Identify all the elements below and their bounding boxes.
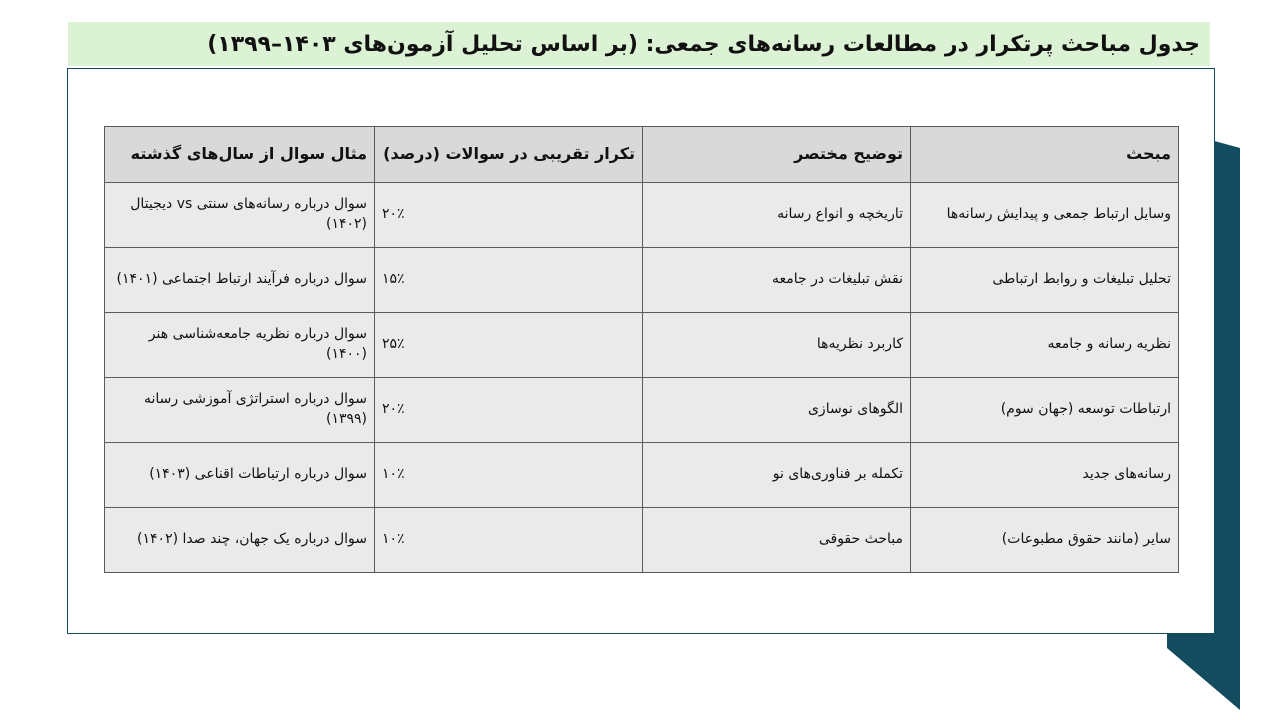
header-example: مثال سوال از سال‌های گذشته: [105, 127, 375, 183]
page-title: جدول مباحث پرتکرار در مطالعات رسانه‌های جمعی: (بر اساس تحلیل آزمون‌های ۱۴۰۳–۱۳۹۹): [207, 31, 1200, 57]
table-row: [105, 313, 1179, 378]
table-row: [105, 378, 1179, 443]
header-frequency: تکرار تقریبی در سوالات (درصد): [375, 127, 643, 183]
header-description: توضیح مختصر: [643, 127, 911, 183]
cell-description: تاریخچه و انواع رسانه: [643, 183, 911, 248]
cell-example: سوال درباره یک جهان، چند صدا (۱۴۰۲): [105, 508, 375, 573]
cell-example: سوال درباره استراتژی آموزشی رسانه (۱۳۹۹): [105, 378, 375, 443]
title-bar: [68, 22, 1210, 66]
cell-frequency: ۱۰٪: [375, 443, 643, 508]
cell-description: کاربرد نظریه‌ها: [643, 313, 911, 378]
cell-description: تکمله بر فناوری‌های نو: [643, 443, 911, 508]
header-topic: مبحث: [911, 127, 1179, 183]
table-row: [105, 443, 1179, 508]
cell-description: مباحث حقوقی: [643, 508, 911, 573]
cell-frequency: ۲۰٪: [375, 183, 643, 248]
cell-example: سوال درباره نظریه جامعه‌شناسی هنر (۱۴۰۰): [105, 313, 375, 378]
table-row: [105, 183, 1179, 248]
table-row: [105, 508, 1179, 573]
cell-topic: وسایل ارتباط جمعی و پیدایش رسانه‌ها: [911, 183, 1179, 248]
cell-topic: سایر (مانند حقوق مطبوعات): [911, 508, 1179, 573]
cell-topic: ارتباطات توسعه (جهان سوم): [911, 378, 1179, 443]
cell-example: سوال درباره ارتباطات اقناعی (۱۴۰۳): [105, 443, 375, 508]
topics-table: [104, 126, 1179, 573]
cell-frequency: ۱۰٪: [375, 508, 643, 573]
table-row: [105, 248, 1179, 313]
table-header-row: [105, 127, 1179, 183]
cell-frequency: ۲۰٪: [375, 378, 643, 443]
cell-topic: رسانه‌های جدید: [911, 443, 1179, 508]
cell-example: سوال درباره رسانه‌های سنتی vs دیجیتال (۱۴۰۲): [105, 183, 375, 248]
cell-topic: تحلیل تبلیغات و روابط ارتباطی: [911, 248, 1179, 313]
cell-topic: نظریه رسانه و جامعه: [911, 313, 1179, 378]
cell-description: نقش تبلیغات در جامعه: [643, 248, 911, 313]
cell-frequency: ۱۵٪: [375, 248, 643, 313]
cell-description: الگوهای نوسازی: [643, 378, 911, 443]
cell-frequency: ۲۵٪: [375, 313, 643, 378]
cell-example: سوال درباره فرآیند ارتباط اجتماعی (۱۴۰۱): [105, 248, 375, 313]
